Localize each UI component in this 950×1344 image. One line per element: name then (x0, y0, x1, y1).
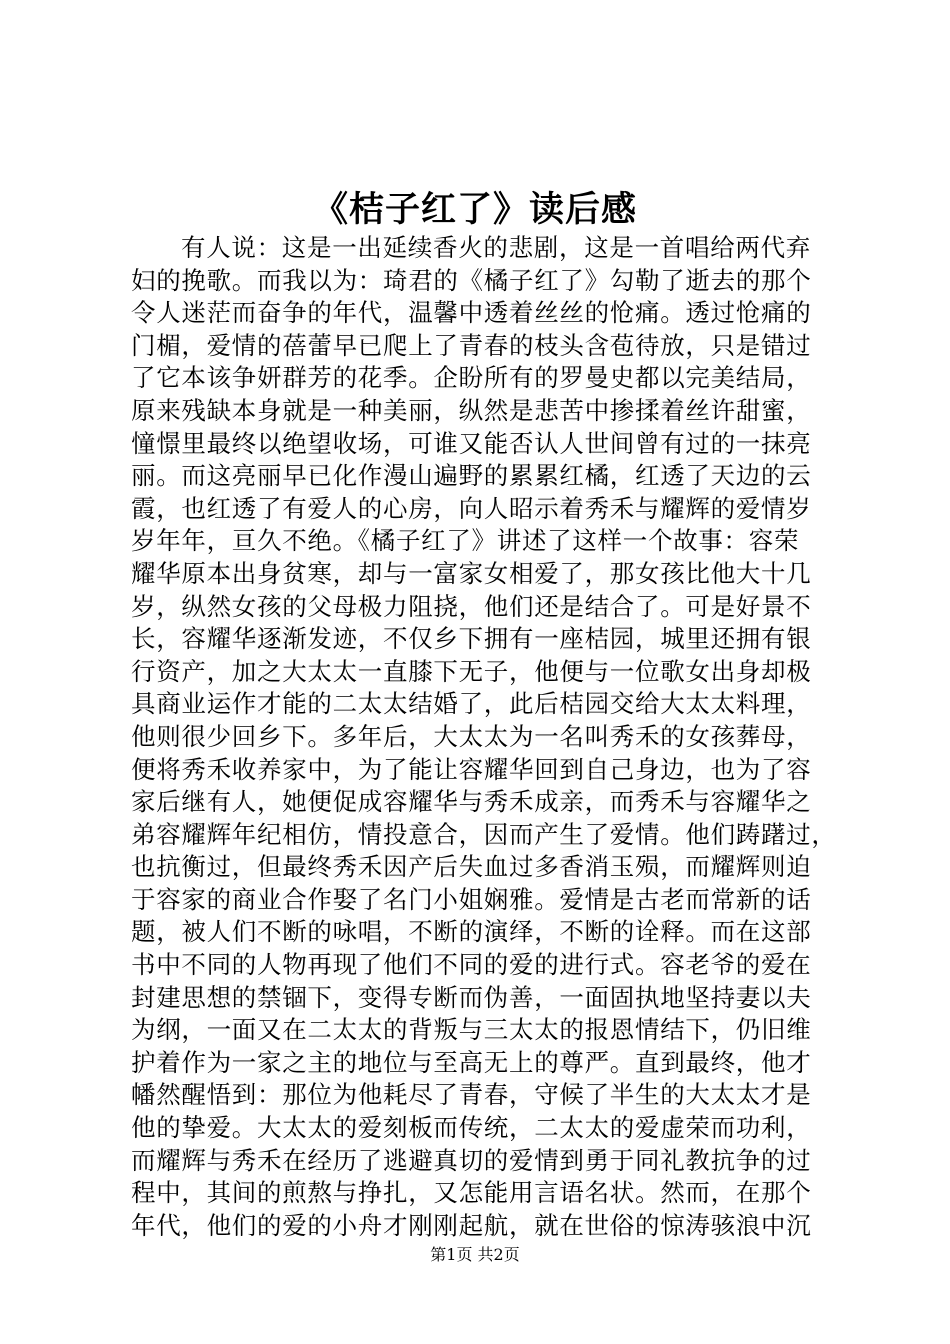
paragraph-line: 岁，纵然女孩的父母极力阻挠，他们还是结合了。可是好景不 (131, 591, 812, 621)
paragraph-line: 便将秀禾收养家中，为了能让容耀华回到自己身边，也为了容 (131, 754, 812, 784)
paragraph-line: 于容家的商业合作娶了名门小姐娴雅。爱情是古老而常新的话 (131, 884, 812, 914)
document-body (131, 232, 837, 1242)
paragraph-line: 程中，其间的煎熬与挣扎，又怎能用言语名状。然而，在那个 (131, 1178, 812, 1208)
paragraph-line: 行资产，加之大太太一直膝下无子，他便与一位歌女出身却极 (131, 656, 812, 686)
paragraph-line: 具商业运作才能的二太太结婚了，此后桔园交给大太太料理， (131, 689, 812, 719)
paragraph-line: 题，被人们不断的咏唱，不断的演绎，不断的诠释。而在这部 (131, 917, 812, 947)
paragraph-line: 耀华原本出身贫寒，却与一富家女相爱了，那女孩比他大十几 (131, 558, 812, 588)
document-title: 《桔子红了》读后感 (312, 189, 637, 230)
paragraph-line: 护着作为一家之主的地位与至高无上的尊严。直到最终，他才 (131, 1047, 812, 1077)
paragraph-line: 原来残缺本身就是一种美丽，纵然是悲苦中掺揉着丝许甜蜜， (131, 395, 812, 425)
paragraph-line: 憧憬里最终以绝望收场，可谁又能否认人世间曾有过的一抹亮 (131, 428, 812, 458)
paragraph-line: 弟容耀辉年纪相仿，情投意合，因而产生了爱情。他们踌躇过， (131, 819, 837, 849)
paragraph-line: 令人迷茫而奋争的年代，温馨中透着丝丝的怆痛。透过怆痛的 (131, 298, 812, 328)
paragraph-line: 长，容耀华逐渐发迹，不仅乡下拥有一座桔园，城里还拥有银 (131, 624, 812, 654)
paragraph-line: 岁年年，亘久不绝。《橘子红了》讲述了这样一个故事：容荣 (131, 526, 800, 556)
paragraph-line: 门楣，爱情的蓓蕾早已爬上了青春的枝头含苞待放，只是错过 (131, 330, 812, 360)
paragraph-line: 家后继有人，她便促成容耀华与秀禾成亲，而秀禾与容耀华之 (131, 787, 812, 817)
paragraph-line: 他则很少回乡下。多年后，大太太为一名叫秀禾的女孩葬母， (131, 721, 812, 751)
paragraph-line: 了它本该争妍群芳的花季。企盼所有的罗曼史都以完美结局， (131, 363, 812, 393)
paragraph-line: 年代，他们的爱的小舟才刚刚起航，就在世俗的惊涛骇浪中沉 (131, 1210, 812, 1240)
paragraph-line: 而耀辉与秀禾在经历了逃避真切的爱情到勇于同礼教抗争的过 (131, 1145, 812, 1175)
paragraph-line: 封建思想的禁锢下，变得专断而伪善，一面固执地坚持妻以夫 (131, 982, 812, 1012)
page-indicator: 第1页 共2页 (430, 1245, 520, 1264)
paragraph-line: 妇的挽歌。而我以为：琦君的《橘子红了》勾勒了逝去的那个 (131, 265, 812, 295)
paragraph-line: 为纲，一面又在二太太的背叛与三太太的报恩情结下，仍旧维 (131, 1015, 812, 1045)
paragraph-line: 有人说：这是一出延续香火的悲剧，这是一首唱给两代弃 (181, 233, 811, 262)
paragraph-line: 幡然醒悟到：那位为他耗尽了青春，守候了半生的大太太才是 (131, 1080, 812, 1110)
paragraph-line: 霞，也红透了有爱人的心房，向人昭示着秀禾与耀辉的爱情岁 (131, 493, 812, 523)
paragraph-line: 也抗衡过，但最终秀禾因产后失血过多香消玉殒，而耀辉则迫 (131, 852, 812, 882)
paragraph-line: 他的挚爱。大太太的爱刻板而传统，二太太的爱虚荣而功利， (131, 1113, 812, 1143)
paragraph-line: 丽。而这亮丽早已化作漫山遍野的累累红橘，红透了天边的云 (131, 461, 812, 491)
paragraph-line: 书中不同的人物再现了他们不同的爱的进行式。容老爷的爱在 (131, 950, 812, 980)
